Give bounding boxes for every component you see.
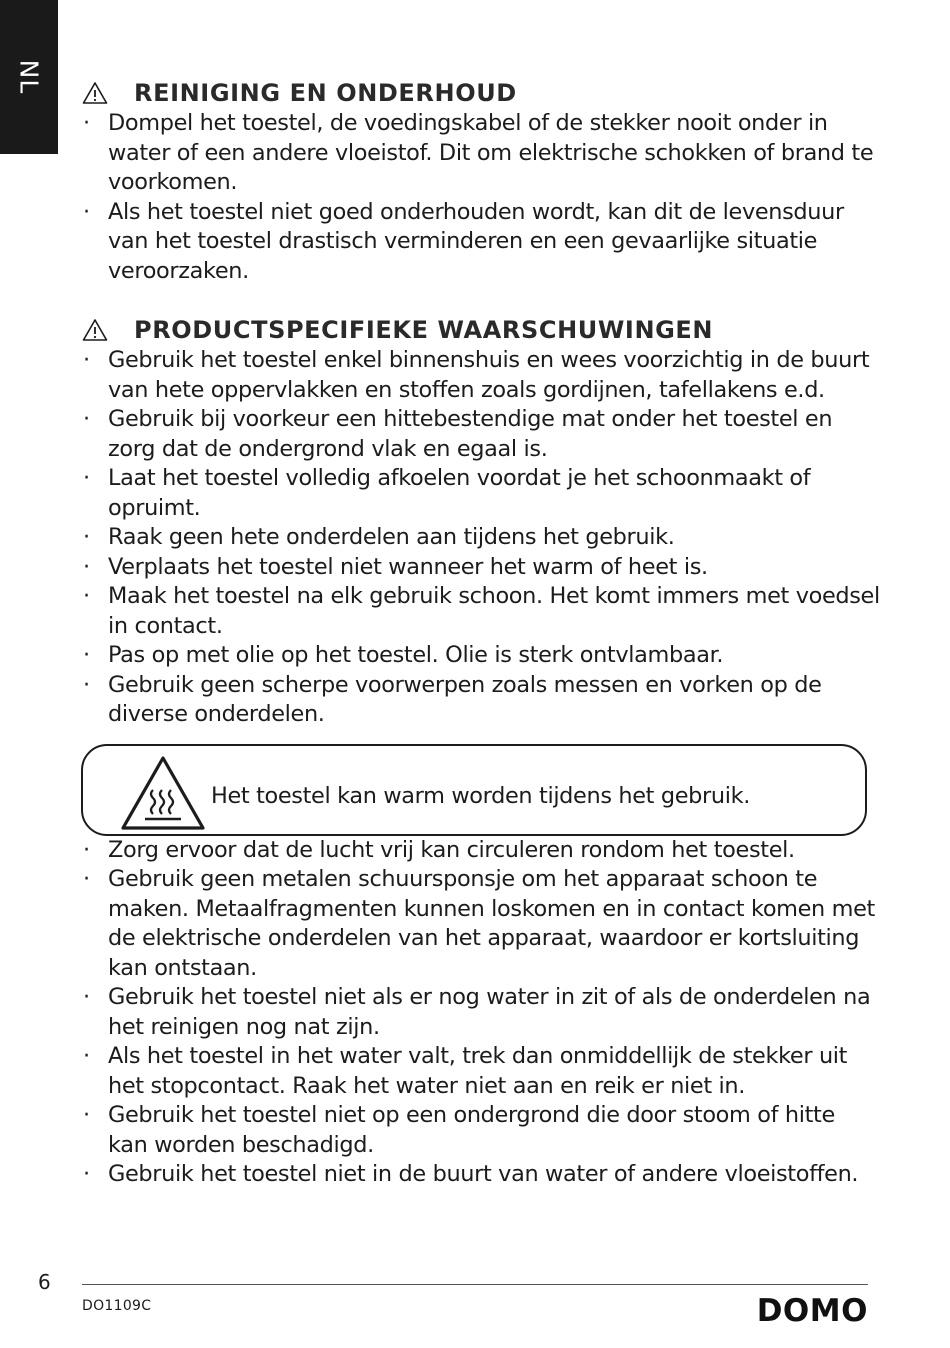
- list-item: · Zorg ervoor dat de lucht vrij kan circuleren rondom het toestel.: [80, 836, 880, 866]
- list-item: · Gebruik geen scherpe voorwerpen zoals messen en vorken op de diverse onderdelen.: [80, 671, 880, 730]
- warning-triangle-icon: [82, 318, 108, 342]
- hot-surface-notice: [81, 744, 867, 836]
- brand-logo: DOMO: [756, 1293, 868, 1329]
- bullet-list-product-warnings: [80, 346, 880, 730]
- list-item: · Gebruik bij voorkeur een hittebestendige mat onder het toestel en zorg dat de ondergrond vlak en egaal is.: [80, 405, 880, 464]
- notice-text: Het toestel kan warm worden tijdens het gebruik.: [211, 782, 750, 809]
- section-header-cleaning: [80, 77, 880, 109]
- list-item: · Pas op met olie op het toestel. Olie is sterk ontvlambaar.: [80, 641, 880, 671]
- list-item: · Als het toestel niet goed onderhouden wordt, kan dit de levensduur van het toestel drastisch verminderen en een gevaarlijke situatie veroorzaken.: [80, 198, 880, 287]
- language-label: NL: [14, 59, 44, 95]
- list-item: · Dompel het toestel, de voedingskabel of de stekker nooit onder in water of een andere vloeistof. Dit om elektrische schokken of brand te voorkomen.: [80, 109, 880, 198]
- warning-triangle-icon: [82, 81, 108, 105]
- list-item: · Gebruik het toestel enkel binnenshuis en wees voorzichtig in de buurt van hete oppervlakken en stoffen zoals gordijnen, tafellakens e.d.: [80, 346, 880, 405]
- list-item: · Gebruik het toestel niet in de buurt van water of andere vloeistoffen.: [80, 1160, 880, 1190]
- list-item: · Laat het toestel volledig afkoelen voordat je het schoonmaakt of opruimt.: [80, 464, 880, 523]
- page-number: 6: [38, 1270, 51, 1294]
- bullet-list-after-notice: [80, 836, 880, 1190]
- list-item: · Raak geen hete onderdelen aan tijdens het gebruik.: [80, 523, 880, 553]
- list-item: · Als het toestel in het water valt, trek dan onmiddellijk de stekker uit het stopcontact. Raak het water niet aan en reik er niet in.: [80, 1042, 880, 1101]
- section-header-product-warnings: [80, 314, 880, 346]
- bullet-list-cleaning: [80, 109, 880, 286]
- section-title: PRODUCTSPECIFIEKE WAARSCHUWINGEN: [134, 316, 714, 344]
- list-item: · Gebruik het toestel niet als er nog water in zit of als de onderdelen na het reinigen nog nat zijn.: [80, 983, 880, 1042]
- list-item: · Gebruik het toestel niet op een ondergrond die door stoom of hitte kan worden beschadigd.: [80, 1101, 880, 1160]
- hot-surface-warning-icon: [117, 754, 209, 834]
- language-tab: [0, 0, 58, 154]
- footer-divider: [82, 1284, 868, 1285]
- page-content: [80, 77, 880, 1190]
- list-item: · Gebruik geen metalen schuursponsje om het apparaat schoon te maken. Metaalfragmenten kunnen loskomen en in contact komen met de elektrische onderdelen van het apparaat, waardoor er kortsluiting kan ontstaan.: [80, 865, 880, 983]
- list-item: · Maak het toestel na elk gebruik schoon. Het komt immers met voedsel in contact.: [80, 582, 880, 641]
- list-item: · Verplaats het toestel niet wanneer het warm of heet is.: [80, 553, 880, 583]
- section-title: REINIGING EN ONDERHOUD: [134, 79, 517, 107]
- model-number: DO1109C: [82, 1298, 152, 1314]
